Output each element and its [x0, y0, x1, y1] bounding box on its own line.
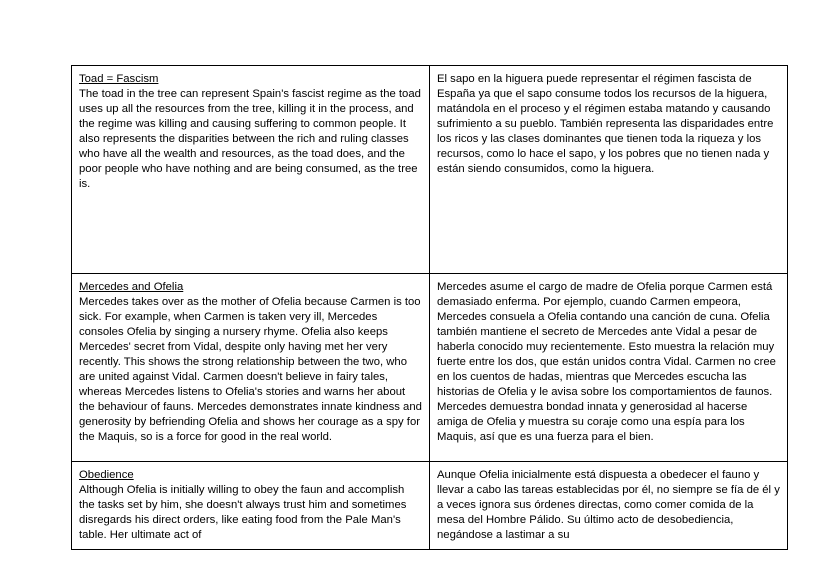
cell-body: The toad in the tree can represent Spain's fascist regime as the toad uses up all the resources from the tree, killing it in the process, and the regime was killing and causing suffering to common people. It also represents the disparities between the rich and ruling classes who have all the wealth and resources, as the toad does, and the poor people who have nothing and are being consumed, as the tree is.	[79, 88, 421, 191]
cell-body: Mercedes takes over as the mother of Ofelia because Carmen is too sick. For example, when Carmen is taken very ill, Mercedes consoles Ofelia by singing a nursery rhyme. Ofelia also keeps Mercedes' secret from Vidal, despite only having met her very recently. This shows the strong relationship between the two, who are united against Vidal. Carmen doesn't believe in fairy tales, whereas Mercedes listens to Ofelia's stories and warns her about the behaviour of fauns. Mercedes demonstrates innate kindness and generosity by befriending Ofelia and shows her courage as a spy for the Maquis, so is a force for good in the real world.	[79, 296, 422, 444]
cell-heading: Obedience	[79, 469, 134, 481]
cell-body: Although Ofelia is initially willing to obey the faun and accomplish the tasks set by him, she doesn't always trust him and sometimes disregards his direct orders, like eating food from the Pale Man's table. Her ultimate act of	[79, 484, 407, 542]
table-row	[72, 66, 788, 274]
bilingual-table-wrapper	[71, 65, 780, 550]
table-cell-english	[72, 274, 430, 462]
cell-heading: Mercedes and Ofelia	[79, 281, 184, 293]
cell-body: El sapo en la higuera puede representar el régimen fascista de España ya que el sapo consume todos los recursos de la higuera, matándola en el proceso y el régimen estaba matando y causando sufrimiento a su pueblo. También representa las disparidades entre los ricos y las clases dominantes que tienen toda la riqueza y los recursos, como lo hace el sapo, y los pobres que no tienen nada y están siendo consumidos, como la higuera.	[437, 73, 774, 176]
table-cell-spanish	[430, 274, 788, 462]
table-cell-spanish	[430, 462, 788, 550]
table-row	[72, 274, 788, 462]
cell-body: Aunque Ofelia inicialmente está dispuesta a obedecer el fauno y llevar a cabo las tareas establecidas por él, no siempre se fía de él y a veces ignora sus órdenes directas, como comer comida de la mesa del Hombre Pálido. Su último acto de desobediencia, negándose a lastimar a su	[437, 469, 780, 542]
cell-body: Mercedes asume el cargo de madre de Ofelia porque Carmen está demasiado enferma. Por ejemplo, cuando Carmen empeora, Mercedes consuela a Ofelia contando una canción de cuna. Ofelia también mantiene el secreto de Mercedes ante Vidal a pesar de haberla conocido muy recientemente. Esto muestra la relación muy fuerte entre los dos, que están unidos contra Vidal. Carmen no cree en los cuentos de hadas, mientras que Mercedes escucha las historias de Ofelia y le avisa sobre los comportamientos de faunos. Mercedes demuestra bondad innata y generosidad al hacerse amiga de Ofelia y muestra su coraje como una espía para los Maquis, así que es una fuerza para el bien.	[437, 281, 776, 444]
cell-heading: Toad = Fascism	[79, 73, 159, 85]
table-cell-english	[72, 66, 430, 274]
bilingual-table	[71, 65, 788, 550]
table-row	[72, 462, 788, 550]
table-cell-spanish	[430, 66, 788, 274]
table-cell-english	[72, 462, 430, 550]
